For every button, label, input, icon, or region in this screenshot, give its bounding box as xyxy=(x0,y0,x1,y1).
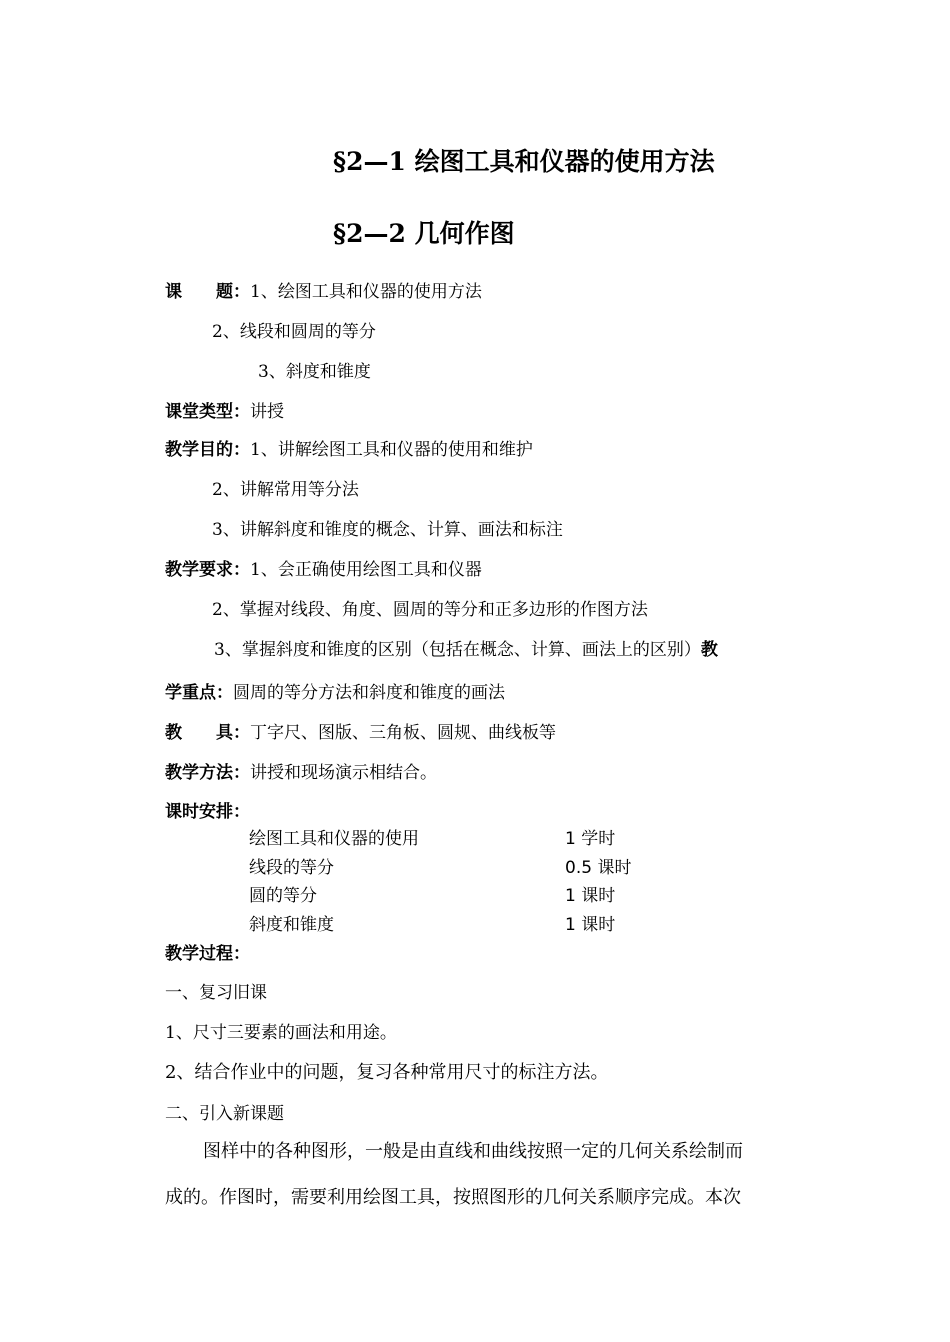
key-points-value: 圆周的等分方法和斜度和锥度的画法 xyxy=(233,683,505,703)
key-points-label-part1: 教 xyxy=(700,640,718,660)
objective-item-2: 2、讲解常用等分法 xyxy=(212,480,359,500)
methods-row xyxy=(165,762,437,784)
topic-label: 课 题： xyxy=(165,282,250,302)
topic-item-2: 2、线段和圆周的等分 xyxy=(212,322,376,342)
tools-label: 教 具： xyxy=(165,723,250,743)
schedule-item-name: 线段的等分 xyxy=(249,858,334,878)
section-title-1: §2—1 绘图工具和仪器的使用方法 xyxy=(333,147,715,176)
requirement-item-1: 1、会正确使用绘图工具和仪器 xyxy=(250,560,482,580)
schedule-label: 课时安排： xyxy=(165,802,250,822)
requirement-item-3: 3、掌握斜度和锥度的区别（包括在概念、计算、画法上的区别） xyxy=(214,640,701,660)
process-label: 教学过程： xyxy=(165,944,250,964)
requirement-item-2: 2、掌握对线段、角度、圆周的等分和正多边形的作图方法 xyxy=(212,600,648,620)
new-topic-heading: 二、引入新课题 xyxy=(165,1104,284,1124)
requirement-item-3-row xyxy=(214,639,718,661)
methods-value: 讲授和现场演示相结合。 xyxy=(250,763,437,783)
schedule-item-name: 斜度和锥度 xyxy=(249,915,334,935)
topic-row xyxy=(165,281,482,303)
schedule-item-duration: 0.5 课时 xyxy=(565,858,632,878)
requirements-row xyxy=(165,559,482,581)
schedule-item-duration: 1 学时 xyxy=(565,829,616,849)
tools-value: 丁字尺、图版、三角板、圆规、曲线板等 xyxy=(250,723,556,743)
schedule-item-duration: 1 课时 xyxy=(565,886,616,906)
objective-item-1: 1、讲解绘图工具和仪器的使用和维护 xyxy=(250,440,533,460)
lesson-type-label: 课堂类型： xyxy=(165,402,250,422)
tools-row xyxy=(165,722,556,744)
schedule-item-name: 绘图工具和仪器的使用 xyxy=(249,829,419,849)
schedule-item-name: 圆的等分 xyxy=(249,886,317,906)
methods-label: 教学方法： xyxy=(165,763,250,783)
topic-item-3: 3、斜度和锥度 xyxy=(258,362,371,382)
lesson-type-value: 讲授 xyxy=(250,402,284,422)
objectives-label: 教学目的： xyxy=(165,440,250,460)
key-points-row xyxy=(165,682,505,704)
review-heading: 一、复习旧课 xyxy=(165,983,267,1003)
requirements-label: 教学要求： xyxy=(165,560,250,580)
section-title-2: §2—2 几何作图 xyxy=(333,219,515,248)
objective-item-3: 3、讲解斜度和锥度的概念、计算、画法和标注 xyxy=(212,520,563,540)
paragraph-line-2: 成的。作图时，需要利用绘图工具，按照图形的几何关系顺序完成。本次 xyxy=(165,1187,741,1208)
review-item-2: 2、结合作业中的问题，复习各种常用尺寸的标注方法。 xyxy=(165,1062,609,1083)
review-item-1: 1、尺寸三要素的画法和用途。 xyxy=(165,1023,397,1043)
topic-item-1: 1、绘图工具和仪器的使用方法 xyxy=(250,282,482,302)
paragraph-line-1: 图样中的各种图形，一般是由直线和曲线按照一定的几何关系绘制而 xyxy=(203,1141,743,1162)
lesson-type-row xyxy=(165,401,284,423)
schedule-item-duration: 1 课时 xyxy=(565,915,616,935)
objectives-row xyxy=(165,439,533,461)
key-points-label-part2: 学重点： xyxy=(165,683,233,703)
